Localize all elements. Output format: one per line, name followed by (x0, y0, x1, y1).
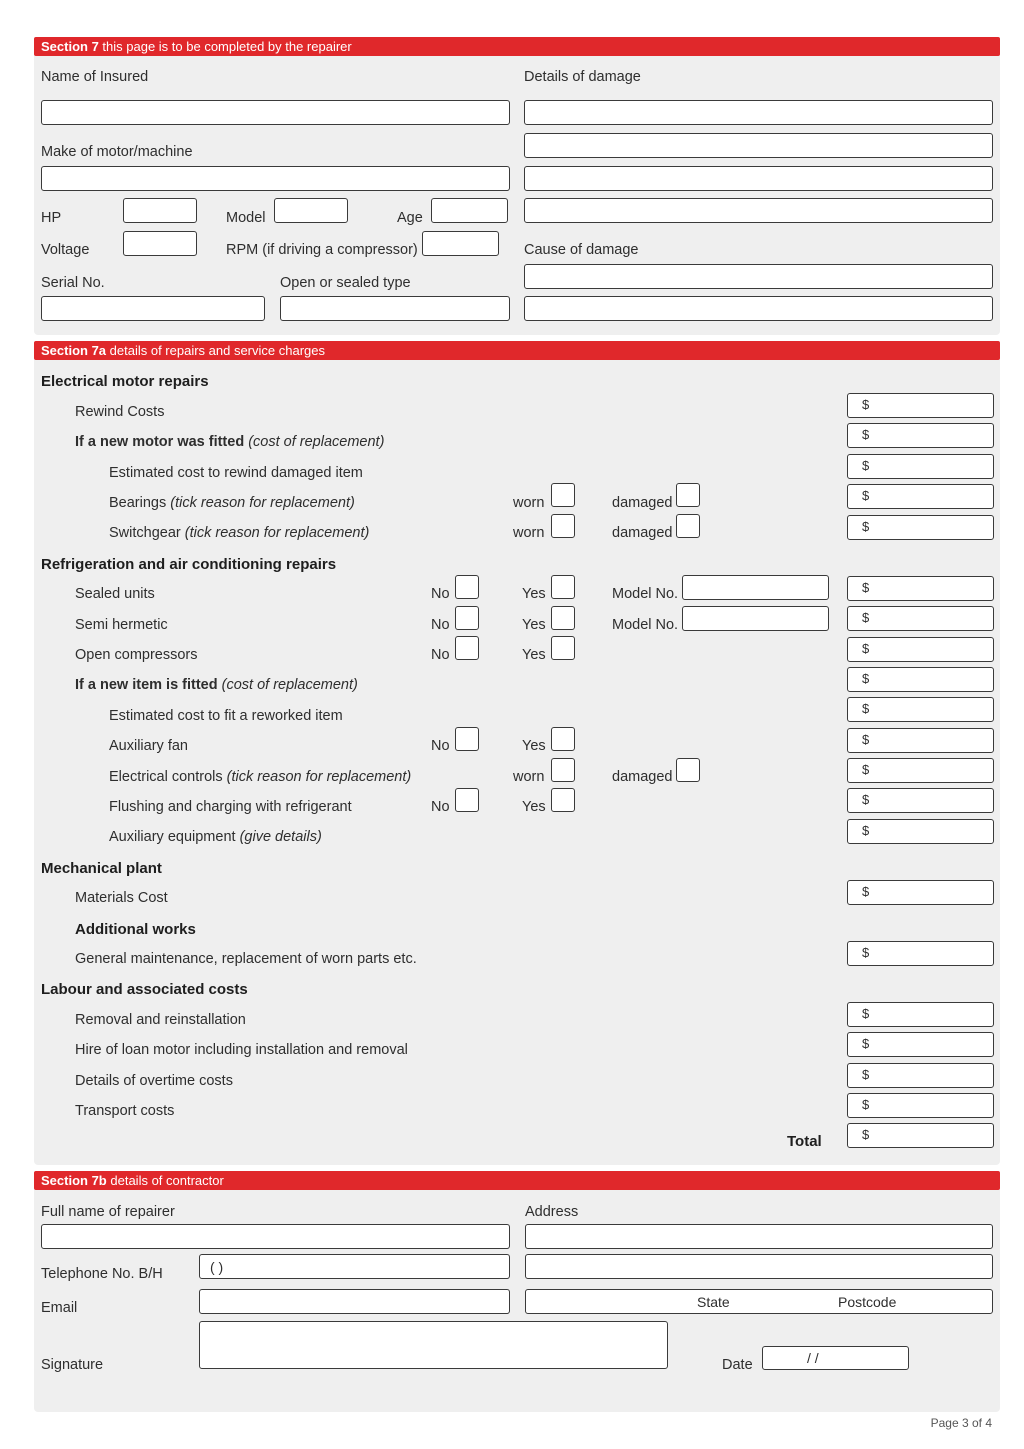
details-of-damage-input-2[interactable] (524, 133, 993, 158)
estimated-rework-label: Estimated cost to fit a reworked item (109, 708, 343, 724)
model-input[interactable] (274, 198, 348, 223)
auxiliary-fan-no-label: No (431, 738, 450, 754)
electrical-controls-damaged-label: damaged (612, 769, 673, 785)
new-item-note: (cost of replacement) (221, 677, 358, 693)
sealed-units-model-input[interactable] (682, 575, 829, 600)
address-input-2[interactable] (525, 1254, 993, 1279)
section-7b-header (34, 1171, 1000, 1190)
mechanical-heading: Mechanical plant (41, 860, 162, 877)
hp-label: HP (41, 210, 62, 226)
name-of-insured-input[interactable] (41, 100, 510, 125)
section-7-subtitle: this page is to be completed by the repairer (102, 39, 352, 54)
full-name-input[interactable] (41, 1224, 510, 1249)
flushing-yes-label: Yes (522, 799, 546, 815)
hp-input[interactable] (123, 198, 197, 223)
auxiliary-fan-yes-label: Yes (522, 738, 546, 754)
switchgear-damaged-checkbox[interactable] (676, 514, 700, 538)
open-compressors-yes-label: Yes (522, 647, 546, 663)
bearings-damaged-checkbox[interactable] (676, 483, 700, 507)
flushing-no-label: No (431, 799, 450, 815)
new-item-amount[interactable]: $ (847, 667, 994, 692)
electrical-heading: Electrical motor repairs (41, 373, 209, 390)
flushing-yes-checkbox[interactable] (551, 788, 575, 812)
details-of-damage-label: Details of damage (524, 69, 641, 85)
new-motor-text: If a new motor was fitted (75, 434, 245, 450)
electrical-controls-note: (tick reason for replacement) (226, 769, 412, 785)
total-amount[interactable]: $ (847, 1123, 994, 1148)
electrical-controls-text: Electrical controls (109, 769, 223, 785)
bearings-worn-checkbox[interactable] (551, 483, 575, 507)
page-number: Page 3 of 4 (930, 1416, 992, 1430)
sealed-units-yes-label: Yes (522, 586, 546, 602)
new-motor-note: (cost of replacement) (248, 434, 385, 450)
bearings-text: Bearings (109, 495, 167, 511)
name-of-insured-label: Name of Insured (41, 69, 149, 85)
cause-of-damage-label: Cause of damage (524, 242, 639, 258)
transport-amount[interactable]: $ (847, 1093, 994, 1118)
auxiliary-fan-no-checkbox[interactable] (455, 727, 479, 751)
auxiliary-equipment-note: (give details) (239, 829, 322, 845)
telephone-input[interactable] (199, 1254, 510, 1279)
estimated-rewind-amount[interactable]: $ (847, 454, 994, 479)
sealed-units-label: Sealed units (75, 586, 155, 602)
switchgear-worn-label: worn (513, 525, 545, 541)
transport-label: Transport costs (75, 1103, 175, 1119)
auxiliary-fan-label: Auxiliary fan (109, 738, 188, 754)
materials-cost-amount[interactable]: $ (847, 880, 994, 905)
electrical-controls-amount[interactable]: $ (847, 758, 994, 783)
bearings-worn-label: worn (513, 495, 545, 511)
age-input[interactable] (431, 198, 508, 223)
state-label: State (697, 1294, 730, 1310)
address-label: Address (525, 1204, 579, 1220)
sealed-units-yes-checkbox[interactable] (551, 575, 575, 599)
overtime-amount[interactable]: $ (847, 1063, 994, 1088)
email-input[interactable] (199, 1289, 510, 1314)
open-sealed-input[interactable] (280, 296, 510, 321)
open-compressors-amount[interactable]: $ (847, 637, 994, 662)
voltage-label: Voltage (41, 242, 90, 258)
new-item-text: If a new item is fitted (75, 677, 218, 693)
section-7-title: Section 7 (41, 39, 99, 54)
signature-input[interactable] (199, 1321, 668, 1369)
additional-works-heading: Additional works (75, 921, 196, 938)
rewind-costs-amount[interactable]: $ (847, 393, 994, 418)
new-motor-amount[interactable]: $ (847, 423, 994, 448)
section-7a-subtitle: details of repairs and service charges (109, 343, 325, 358)
address-input-3[interactable] (525, 1289, 993, 1314)
auxiliary-equipment-text: Auxiliary equipment (109, 829, 236, 845)
total-label: Total (787, 1133, 822, 1150)
labour-heading: Labour and associated costs (41, 981, 248, 998)
switchgear-worn-checkbox[interactable] (551, 514, 575, 538)
flushing-no-checkbox[interactable] (455, 788, 479, 812)
open-compressors-no-checkbox[interactable] (455, 636, 479, 660)
section-7b-title: Section 7b (41, 1173, 107, 1188)
serial-no-label: Serial No. (41, 275, 105, 291)
switchgear-label (109, 526, 369, 541)
make-label: Make of motor/machine (41, 144, 193, 160)
semi-hermetic-model-label: Model No. (612, 617, 679, 633)
semi-hermetic-yes-label: Yes (522, 617, 546, 633)
switchgear-note: (tick reason for replacement) (184, 525, 370, 541)
open-compressors-no-label: No (431, 647, 450, 663)
electrical-controls-worn-label: worn (513, 769, 545, 785)
semi-hermetic-no-checkbox[interactable] (455, 606, 479, 630)
general-maintenance-label: General maintenance, replacement of worn parts etc. (75, 951, 417, 967)
address-input-1[interactable] (525, 1224, 993, 1249)
materials-cost-label: Materials Cost (75, 890, 168, 906)
estimated-rewind-label: Estimated cost to rewind damaged item (109, 465, 363, 481)
cause-of-damage-input-1[interactable] (524, 264, 993, 289)
details-of-damage-input-1[interactable] (524, 100, 993, 125)
telephone-label: Telephone No. B/H (41, 1266, 163, 1282)
new-item-label (75, 678, 358, 693)
flushing-amount[interactable]: $ (847, 788, 994, 813)
refrigeration-heading: Refrigeration and air conditioning repairs (41, 556, 337, 573)
electrical-controls-label (109, 770, 411, 785)
full-name-label: Full name of repairer (41, 1204, 175, 1220)
semi-hermetic-no-label: No (431, 617, 450, 633)
auxiliary-fan-amount[interactable]: $ (847, 728, 994, 753)
open-compressors-yes-checkbox[interactable] (551, 636, 575, 660)
removal-label: Removal and reinstallation (75, 1012, 246, 1028)
switchgear-amount[interactable]: $ (847, 515, 994, 540)
flushing-label: Flushing and charging with refrigerant (109, 799, 352, 815)
auxiliary-fan-yes-checkbox[interactable] (551, 727, 575, 751)
semi-hermetic-amount[interactable]: $ (847, 606, 994, 631)
phone-area-code: ( ) (210, 1259, 224, 1275)
age-label: Age (397, 210, 423, 226)
switchgear-text: Switchgear (109, 525, 181, 541)
date-label: Date (722, 1357, 753, 1373)
electrical-controls-damaged-checkbox[interactable] (676, 758, 700, 782)
new-motor-label (75, 435, 384, 450)
estimated-rework-amount[interactable]: $ (847, 697, 994, 722)
sealed-units-no-checkbox[interactable] (455, 575, 479, 599)
email-label: Email (41, 1300, 78, 1316)
semi-hermetic-model-input[interactable] (682, 606, 829, 631)
semi-hermetic-label: Semi hermetic (75, 617, 168, 633)
auxiliary-equipment-amount[interactable]: $ (847, 819, 994, 844)
section-7-header (34, 37, 1000, 56)
voltage-input[interactable] (123, 231, 197, 256)
section-7b-subtitle: details of contractor (110, 1173, 224, 1188)
rpm-input[interactable] (422, 231, 499, 256)
section-7a-header (34, 341, 1000, 360)
sealed-units-model-label: Model No. (612, 586, 679, 602)
hire-loan-label: Hire of loan motor including installation and removal (75, 1042, 408, 1058)
open-compressors-label: Open compressors (75, 647, 198, 663)
hire-loan-amount[interactable]: $ (847, 1032, 994, 1057)
section-7a-title: Section 7a (41, 343, 107, 358)
details-of-damage-input-3[interactable] (524, 166, 993, 191)
date-separators: / / (807, 1350, 819, 1366)
rpm-label: RPM (if driving a compressor) (226, 242, 418, 258)
postcode-label: Postcode (838, 1294, 897, 1310)
bearings-amount[interactable]: $ (847, 484, 994, 509)
general-maintenance-amount[interactable]: $ (847, 941, 994, 966)
removal-amount[interactable]: $ (847, 1002, 994, 1027)
date-input[interactable] (762, 1346, 909, 1370)
bearings-note: (tick reason for replacement) (170, 495, 355, 511)
details-of-damage-input-4[interactable] (524, 198, 993, 223)
model-label: Model (226, 210, 266, 226)
rewind-costs-label: Rewind Costs (75, 404, 165, 420)
make-input[interactable] (41, 166, 510, 191)
signature-label: Signature (41, 1357, 104, 1373)
sealed-units-amount[interactable]: $ (847, 576, 994, 601)
sealed-units-no-label: No (431, 586, 450, 602)
open-sealed-label: Open or sealed type (280, 275, 411, 291)
electrical-controls-worn-checkbox[interactable] (551, 758, 575, 782)
auxiliary-equipment-label (109, 830, 322, 845)
serial-no-input[interactable] (41, 296, 265, 321)
semi-hermetic-yes-checkbox[interactable] (551, 606, 575, 630)
overtime-label: Details of overtime costs (75, 1073, 233, 1089)
bearings-label (109, 496, 355, 511)
bearings-damaged-label: damaged (612, 495, 673, 511)
cause-of-damage-input-2[interactable] (524, 296, 993, 321)
switchgear-damaged-label: damaged (612, 525, 673, 541)
